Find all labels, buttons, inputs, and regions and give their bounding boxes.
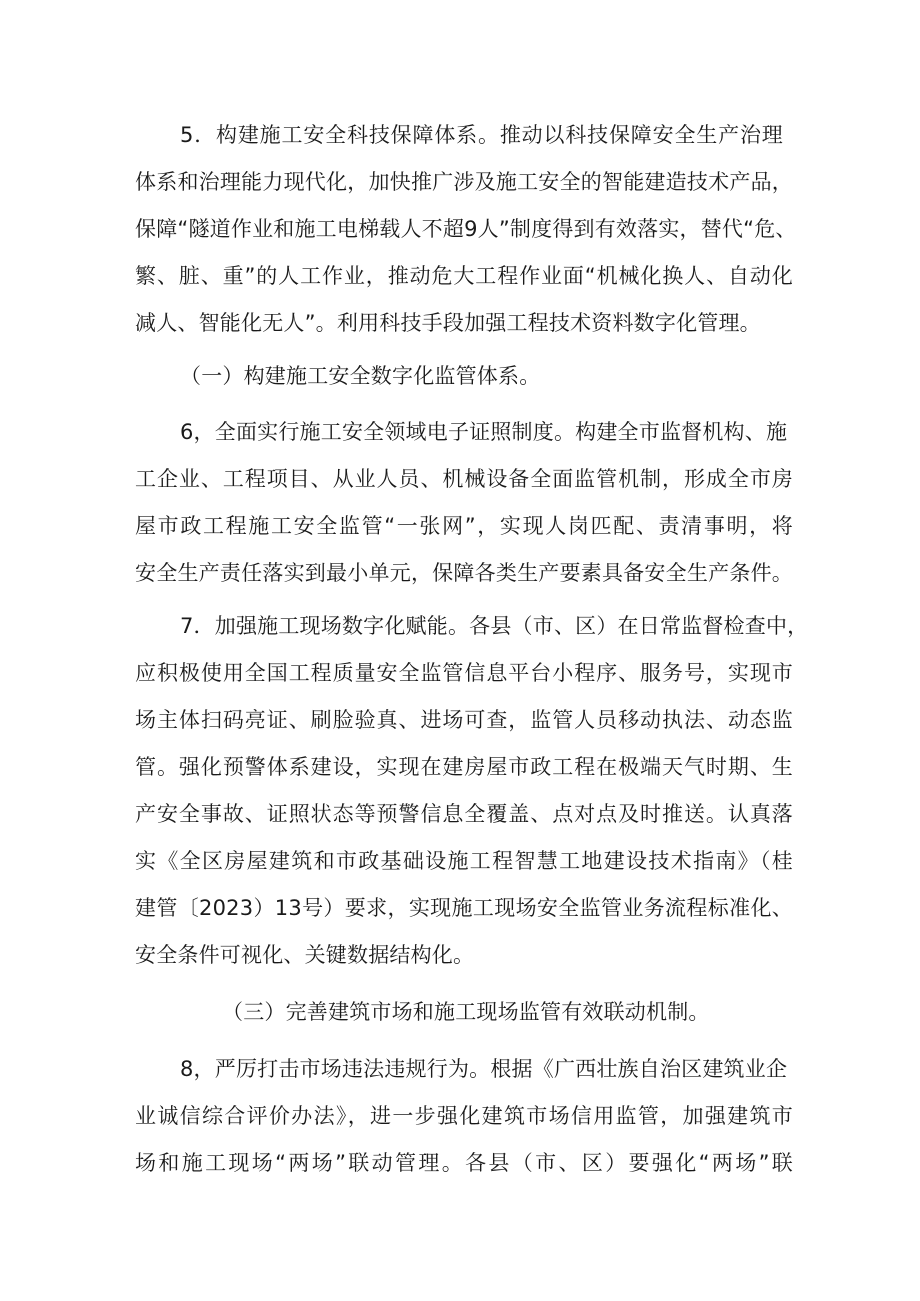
text-line: 减人、智能化无人”。利用科技手段加强工程技术资料数字化管理。 [135, 311, 761, 335]
text-line: 产安全事故、证照状态等预警信息全覆盖、点对点及时推送。认真落 [135, 802, 793, 826]
text-line: 实《全区房屋建筑和市政基础设施工程智慧工地建设技术指南》（桂 [135, 849, 793, 873]
text-line: 8，严厉打击市场违法违规行为。根据《广西壮族自治区建筑业企 [180, 1057, 788, 1081]
text-line: 建管〔2023）13号）要求，实现施工现场安全监管业务流程标准化、 [135, 896, 793, 920]
section-heading: （三）完善建筑市场和施工现场监管有效联动机制。 [222, 1000, 710, 1024]
text-line: 保障“隧道作业和施工电梯载人不超9人”制度得到有效落实，替代“危、 [135, 217, 797, 241]
text-line: 工企业、工程项目、从业人员、机械设备全面监管机制，形成全市房 [135, 467, 793, 491]
text-line: 场和施工现场“两场”联动管理。各县（市、区）要强化“两场”联 [135, 1151, 793, 1175]
text-line: 场主体扫码亮证、刷脸验真、进场可查，监管人员移动执法、动态监 [135, 708, 793, 732]
text-line: 6，全面实行施工安全领域电子证照制度。构建全市监督机构、施 [180, 420, 788, 444]
text-line: 管。强化预警体系建设，实现在建房屋市政工程在极端天气时期、生 [135, 755, 793, 779]
text-line: 业诚信综合评价办法》，进一步强化建筑市场信用监管，加强建筑市 [135, 1104, 793, 1128]
text-line: 安全生产责任落实到最小单元，保障各类生产要素具备安全生产条件。 [135, 561, 793, 585]
text-line: 5．构建施工安全科技保障体系。推动以科技保障安全生产治理 [180, 123, 783, 147]
text-line: 繁、脏、重”的人工作业，推动危大工程作业面“机械化换人、自动化 [135, 264, 793, 288]
text-line: 7．加强施工现场数字化赋能。各县（市、区）在日常监督检查中， [180, 614, 809, 638]
text-line: 安全条件可视化、关键数据结构化。 [135, 943, 475, 967]
text-line: 应积极使用全国工程质量安全监管信息平台小程序、服务号，实现市 [135, 661, 793, 685]
text-line: 屋市政工程施工安全监管“一张网”，实现人岗匹配、责清事明，将 [135, 514, 793, 538]
section-heading: （一）构建施工安全数字化监管体系。 [180, 364, 541, 388]
text-line: 体系和治理能力现代化，加快推广涉及施工安全的智能建造技术产品， [135, 170, 793, 194]
